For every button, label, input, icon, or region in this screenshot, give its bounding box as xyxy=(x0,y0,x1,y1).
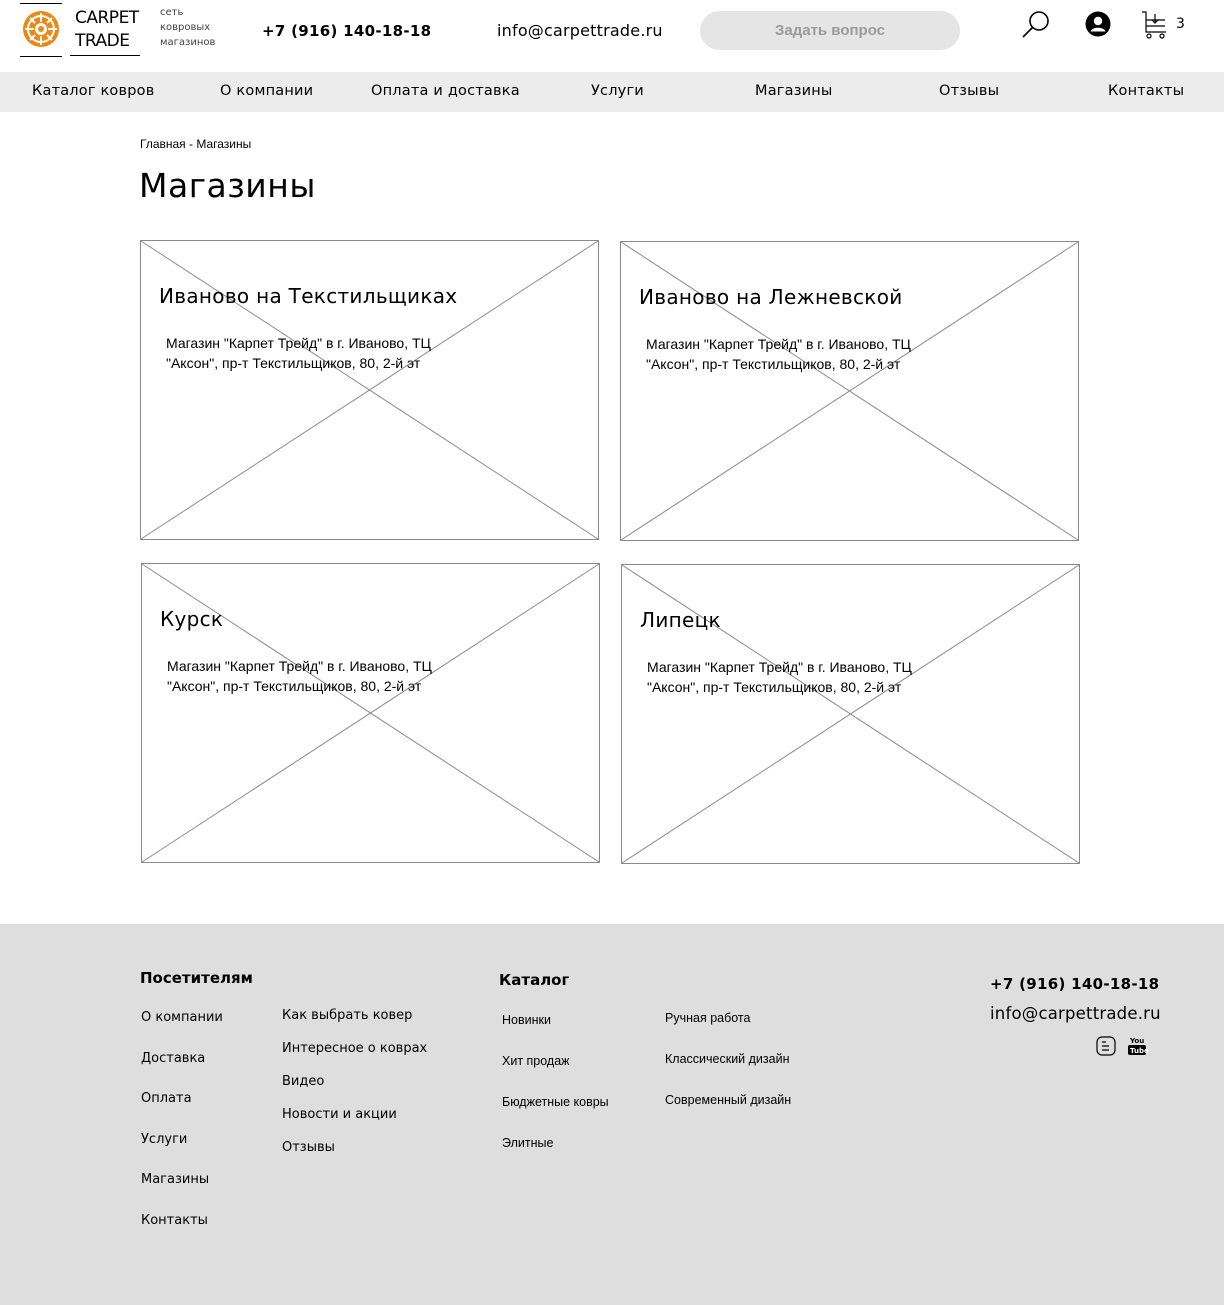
footer-link[interactable]: Услуги xyxy=(141,1132,188,1147)
nav-item-about[interactable]: О компании xyxy=(220,83,314,99)
logo-ornament-icon xyxy=(22,10,60,48)
svg-text:You: You xyxy=(1130,1037,1145,1045)
page-title: Магазины xyxy=(139,166,316,205)
nav-item-reviews[interactable]: Отзывы xyxy=(939,83,1000,99)
cart-count-badge: 3 xyxy=(1176,16,1185,32)
svg-text:Tube: Tube xyxy=(1130,1047,1149,1055)
store-description: Магазин "Карпет Трейд" в г. Иваново, ТЦ "Аксон", пр-т Текстильщиков, 80, 2-й эт xyxy=(166,335,431,371)
logo-line2: TRADE xyxy=(75,31,130,51)
store-card[interactable] xyxy=(140,240,599,540)
logo-sub3: магазинов xyxy=(160,37,216,48)
store-title: Курск xyxy=(160,607,224,631)
store-card[interactable] xyxy=(620,241,1079,541)
footer-email[interactable]: info@carpettrade.ru xyxy=(990,1004,1161,1023)
youtube-icon[interactable] xyxy=(1128,1036,1149,1056)
footer-catalog-link[interactable]: Бюджетные ковры xyxy=(502,1095,609,1109)
header-phone[interactable]: +7 (916) 140-18-18 xyxy=(262,22,432,40)
footer-catalog-heading: Каталог xyxy=(499,971,570,989)
footer-link[interactable]: Новости и акции xyxy=(282,1107,397,1122)
main-nav xyxy=(0,72,1224,112)
footer-link[interactable]: Контакты xyxy=(141,1213,208,1228)
store-title: Липецк xyxy=(640,608,721,632)
footer-phone[interactable]: +7 (916) 140-18-18 xyxy=(990,975,1160,993)
footer-visitors-heading: Посетителям xyxy=(140,969,253,987)
store-title: Иваново на Лежневской xyxy=(639,285,903,309)
nav-item-services[interactable]: Услуги xyxy=(591,83,644,99)
store-description: Магазин "Карпет Трейд" в г. Иваново, ТЦ "Аксон", пр-т Текстильщиков, 80, 2-й эт xyxy=(167,658,432,694)
store-card[interactable] xyxy=(621,564,1080,864)
footer-link[interactable]: Как выбрать ковер xyxy=(282,1008,413,1023)
footer-link[interactable]: Отзывы xyxy=(282,1140,335,1155)
footer-catalog-link[interactable]: Хит продаж xyxy=(502,1054,570,1068)
breadcrumb[interactable]: Главная - Магазины xyxy=(140,137,252,151)
logo-line1: CARPET xyxy=(75,8,139,28)
footer-link[interactable]: Интересное о коврах xyxy=(282,1041,428,1056)
account-icon[interactable] xyxy=(1085,11,1111,37)
footer-catalog-link[interactable]: Классический дизайн xyxy=(665,1052,790,1066)
footer-catalog-link[interactable]: Современный дизайн xyxy=(665,1093,792,1107)
store-title: Иваново на Текстильщиках xyxy=(159,284,458,308)
blogger-icon[interactable] xyxy=(1096,1036,1116,1056)
footer xyxy=(0,924,1224,1305)
footer-link[interactable]: Доставка xyxy=(141,1051,206,1066)
footer-link[interactable]: Магазины xyxy=(141,1172,210,1187)
store-description: Магазин "Карпет Трейд" в г. Иваново, ТЦ "Аксон", пр-т Текстильщиков, 80, 2-й эт xyxy=(647,659,912,695)
cart-icon[interactable] xyxy=(1141,10,1169,40)
footer-catalog-link[interactable]: Новинки xyxy=(502,1013,551,1027)
ask-question-button[interactable]: Задать вопрос xyxy=(700,11,960,50)
nav-item-payment-delivery[interactable]: Оплата и доставка xyxy=(371,83,520,99)
footer-catalog-link[interactable]: Ручная работа xyxy=(665,1011,751,1025)
logo-sub1: сеть xyxy=(160,7,184,18)
store-description: Магазин "Карпет Трейд" в г. Иваново, ТЦ "Аксон", пр-т Текстильщиков, 80, 2-й эт xyxy=(646,336,911,372)
logo-sub2: ковровых xyxy=(160,22,211,33)
logo-underline xyxy=(70,55,140,56)
store-card[interactable] xyxy=(141,563,600,863)
footer-link[interactable]: Видео xyxy=(282,1074,325,1089)
footer-link[interactable]: Оплата xyxy=(141,1091,192,1106)
logo-mark[interactable] xyxy=(20,3,62,57)
footer-link[interactable]: О компании xyxy=(141,1010,223,1025)
header-email[interactable]: info@carpettrade.ru xyxy=(497,21,663,40)
search-icon[interactable] xyxy=(1020,9,1052,41)
nav-item-contacts[interactable]: Контакты xyxy=(1108,83,1185,99)
footer-catalog-link[interactable]: Элитные xyxy=(502,1136,554,1150)
nav-item-stores[interactable]: Магазины xyxy=(755,83,833,99)
nav-item-catalog[interactable]: Каталог ковров xyxy=(32,83,155,99)
